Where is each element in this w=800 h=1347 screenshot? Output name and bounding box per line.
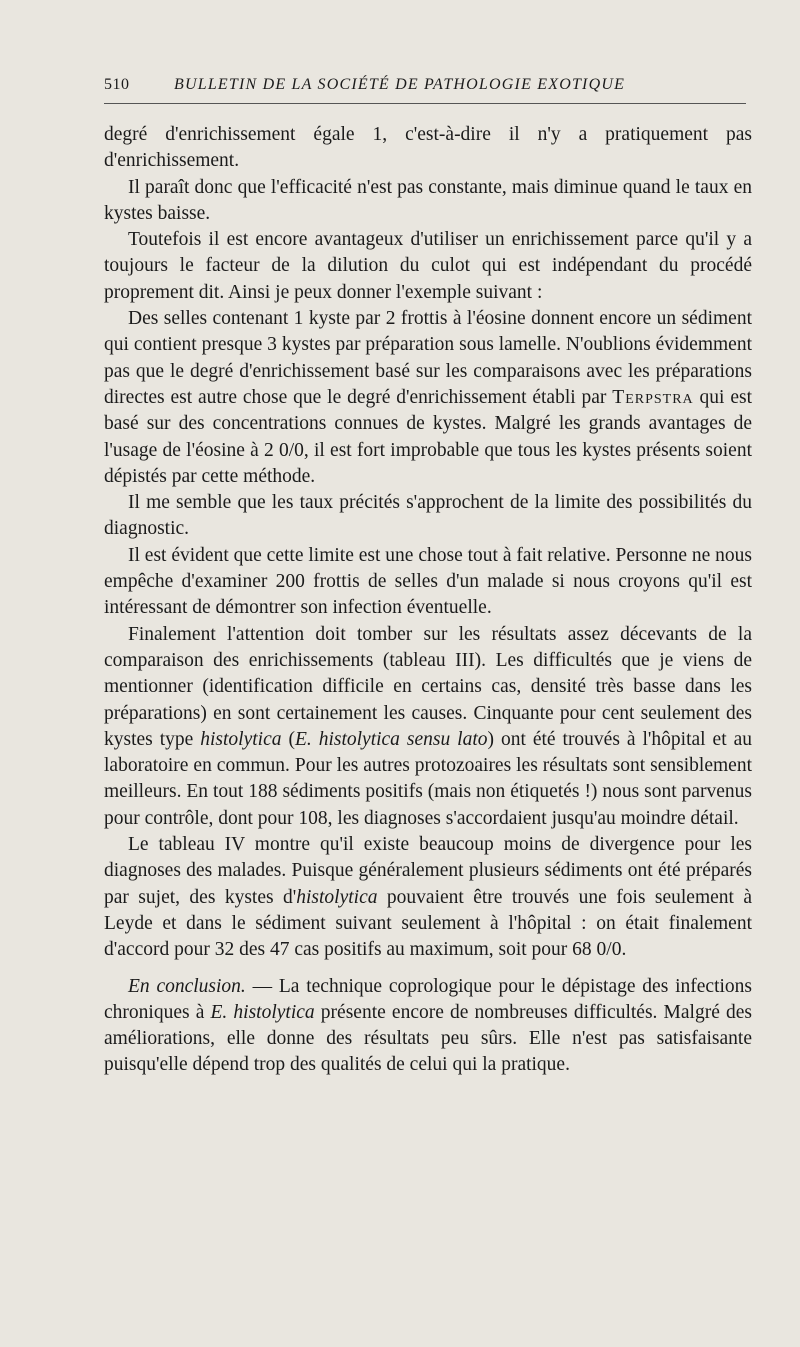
author-name: Terpstra bbox=[612, 386, 694, 408]
conclusion-text-b: présente encore de nombreuses difficultés. Malgré des améliorations, elle donne des résultats peu sûrs. Elle n'est pas satisfaisante puisqu'elle dépend trop des qualités de celui qui la pratique. bbox=[104, 1001, 752, 1076]
species-full-name: E. histolytica sensu lato bbox=[294, 728, 488, 750]
paragraph-7-text-a: Finalement l'attention doit tomber sur les résultats assez décevants de la comparaison des enrichissements (tableau III). Les difficultés que je viens de mentionner (identification difficile en certains cas, densité très basse dans les préparations) en sont certainement les causes. Cinquante pour cent seulement des kystes type bbox=[104, 623, 752, 750]
page-number: 510 bbox=[104, 76, 130, 93]
paragraph-7-text-b: ( bbox=[281, 728, 295, 750]
paragraph-1: degré d'enrichissement égale 1, c'est-à-dire il n'y a pratiquement pas d'enrichissement. bbox=[104, 124, 752, 172]
paragraph-4 bbox=[104, 306, 752, 490]
paragraph-5: Il me semble que les taux précités s'approchent de la limite des possibilités du diagnostic. bbox=[104, 492, 752, 540]
species-name: histolytica bbox=[200, 728, 282, 750]
species-name: E. histolytica bbox=[210, 1001, 315, 1023]
paragraph-7-text-c: ) ont été trouvés à l'hôpital et au laboratoire en commun. Pour les autres protozoaires les résultats sont sensiblement meilleurs. En tout 188 sédiments positifs (mais non étiquetés !) nous sont parvenus pour contrôle, dont pour 108, les diagnoses s'accordaient jusqu'au moindre détail. bbox=[104, 728, 752, 829]
body-text bbox=[104, 122, 752, 1079]
conclusion-paragraph bbox=[104, 974, 752, 1079]
paragraph-7 bbox=[104, 622, 752, 832]
conclusion-text-a: — La technique coprologique pour le dépistage des infections chroniques à bbox=[104, 975, 752, 1023]
paragraph-8-text-a: Le tableau IV montre qu'il existe beaucoup moins de divergence pour les diagnoses des malades. Puisque généralement plusieurs sédiments ont été préparés par sujet, des kystes d' bbox=[104, 834, 752, 908]
running-title: BULLETIN DE LA SOCIÉTÉ DE PATHOLOGIE EXOTIQUE bbox=[174, 76, 626, 93]
conclusion-lead: En conclusion. bbox=[128, 975, 246, 997]
paragraph-8 bbox=[104, 832, 752, 963]
paragraph-3: Toutefois il est encore avantageux d'utiliser un enrichissement parce qu'il y a toujours le facteur de la dilution du culot qui est indépendant du procédé proprement dit. Ainsi je peux donner l'exemple suivant : bbox=[104, 229, 752, 303]
paragraph-6: Il est évident que cette limite est une chose tout à fait relative. Personne ne nous empêche d'examiner 200 frottis de selles d'un malade si nous croyons qu'il est intéressant de démontrer son infection éventuelle. bbox=[104, 544, 752, 619]
species-name: histolytica bbox=[296, 886, 378, 908]
paragraph-2: Il paraît donc que l'efficacité n'est pas constante, mais diminue quand le taux en kystes baisse. bbox=[104, 176, 752, 224]
paragraph-4-text-b: qui est basé sur des concentrations connues de kystes. Malgré les grands avantages de l'usage de l'éosine à 2 0/0, il est fort improbable que tous les kystes présents soient dépistés par cette méthode. bbox=[104, 386, 752, 487]
header-rule bbox=[104, 103, 746, 104]
paragraph-8-text-b: pouvaient être trouvés une fois seulement à Leyde et dans le sédiment suivant seulement à l'hôpital : on était finalement d'accord pour 32 des 47 cas positifs au maximum, soit pour 68 0/0. bbox=[104, 886, 752, 961]
paragraph-4-text-a: Des selles contenant 1 kyste par 2 frottis à l'éosine donnent encore un sédiment qui contient presque 3 kystes par préparation sous lamelle. N'oublions évidemment pas que le degré d'enrichissement basé sur les comparaisons avec les préparations directes est autre chose que le degré d'enrichissement établi par bbox=[104, 308, 752, 408]
